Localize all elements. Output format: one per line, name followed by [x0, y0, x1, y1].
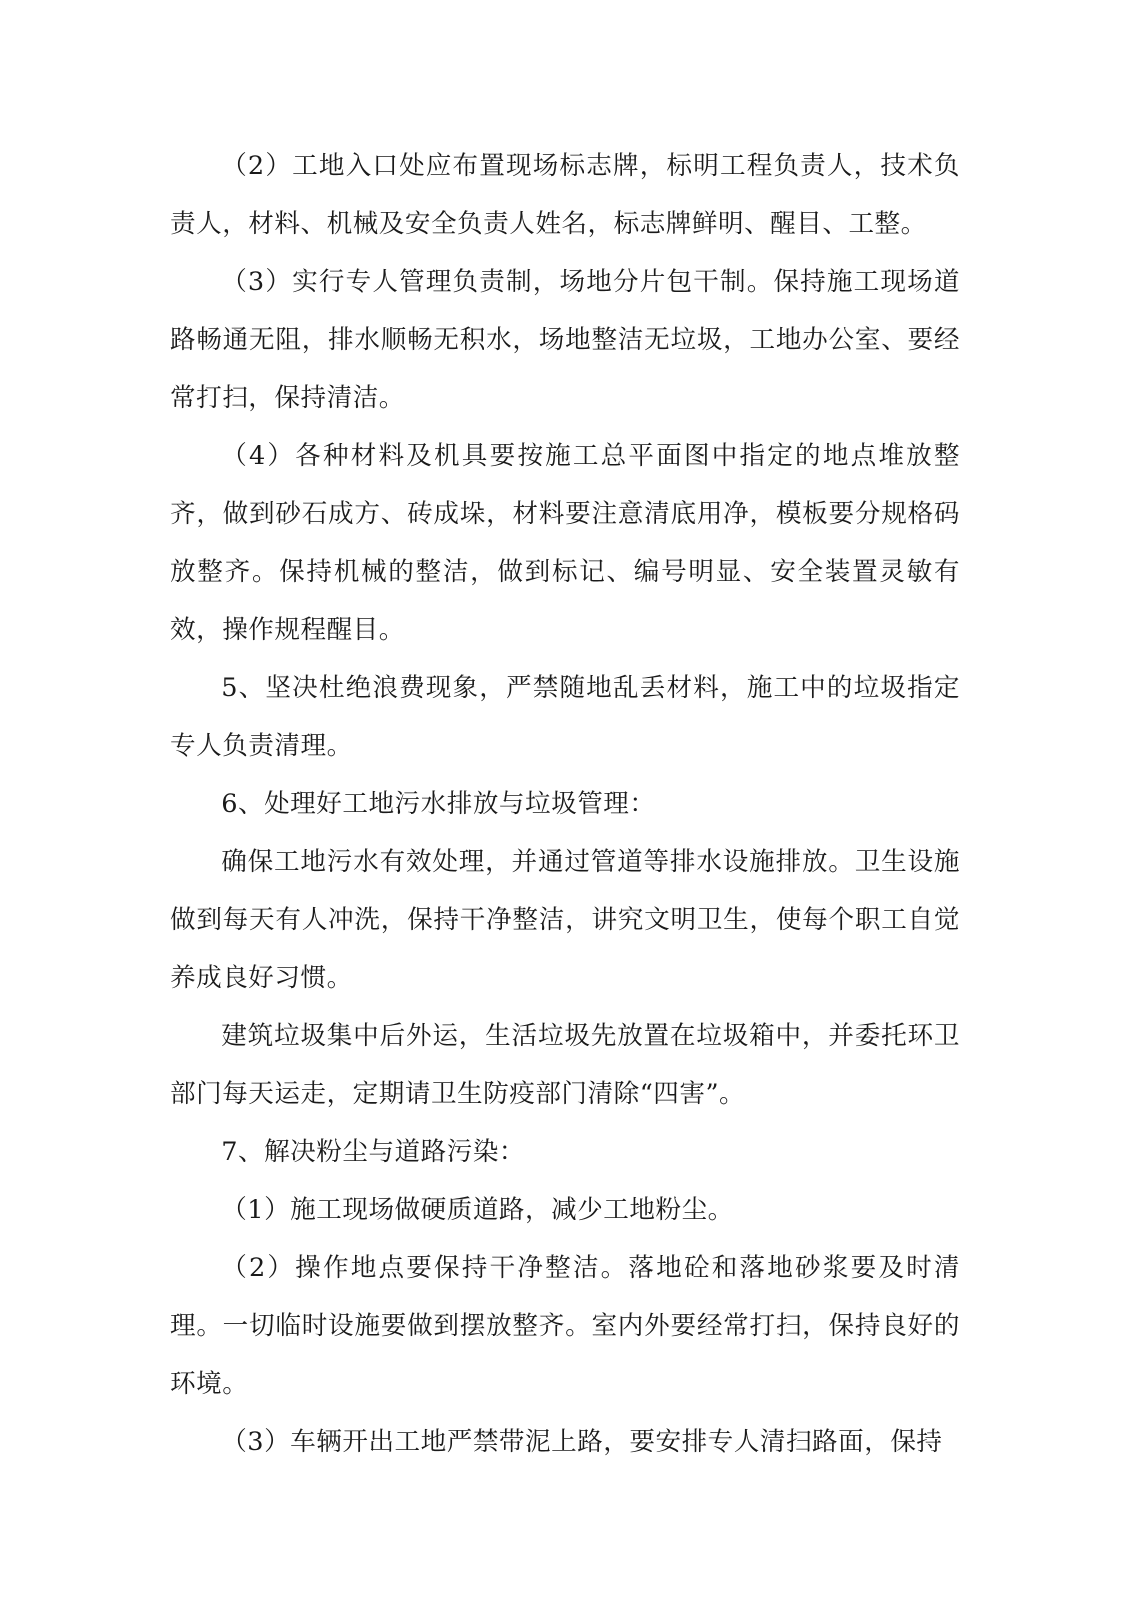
- paragraph-hard-road: （1）施工现场做硬质道路，减少工地粉尘。: [221, 1195, 734, 1225]
- paragraph-waste-prevention: 5、坚决杜绝浪费现象，严禁随地乱丢材料，施工中的垃圾指定专人负责清理。: [170, 673, 960, 761]
- paragraph-vehicle-mud: （3）车辆开出工地严禁带泥上路，要安排专人清扫路面，保持: [221, 1427, 943, 1457]
- document-body: [170, 137, 960, 1471]
- paragraph-sewage-treatment: 确保工地污水有效处理，并通过管道等排水设施排放。卫生设施做到每天有人冲洗，保持干净整洁，讲究文明卫生，使每个职工自觉养成良好习惯。: [170, 847, 960, 993]
- section-heading-dust-road: 7、解决粉尘与道路污染：: [221, 1137, 526, 1167]
- paragraph-responsibility-system: （3）实行专人管理负责制，场地分片包干制。保持施工现场道路畅通无阻，排水顺畅无积水，场地整洁无垃圾，工地办公室、要经常打扫，保持清洁。: [170, 267, 960, 413]
- paragraph-signboard: （2）工地入口处应布置现场标志牌，标明工程负责人，技术负责人，材料、机械及安全负责人姓名，标志牌鲜明、醒目、工整。: [170, 151, 960, 239]
- paragraph-clean-workplace: （2）操作地点要保持干净整洁。落地砼和落地砂浆要及时清理。一切临时设施要做到摆放整齐。室内外要经常打扫，保持良好的环境。: [170, 1253, 960, 1399]
- section-heading-sewage-garbage: 6、处理好工地污水排放与垃圾管理：: [221, 789, 656, 819]
- paragraph-garbage-transport: 建筑垃圾集中后外运，生活垃圾先放置在垃圾箱中，并委托环卫部门每天运走，定期请卫生防疫部门清除“四害”。: [170, 1021, 960, 1109]
- paragraph-material-stacking: （4）各种材料及机具要按施工总平面图中指定的地点堆放整齐，做到砂石成方、砖成垛，材料要注意清底用净，模板要分规格码放整齐。保持机械的整洁，做到标记、编号明显、安全装置灵敏有效，操作规程醒目。: [170, 441, 960, 645]
